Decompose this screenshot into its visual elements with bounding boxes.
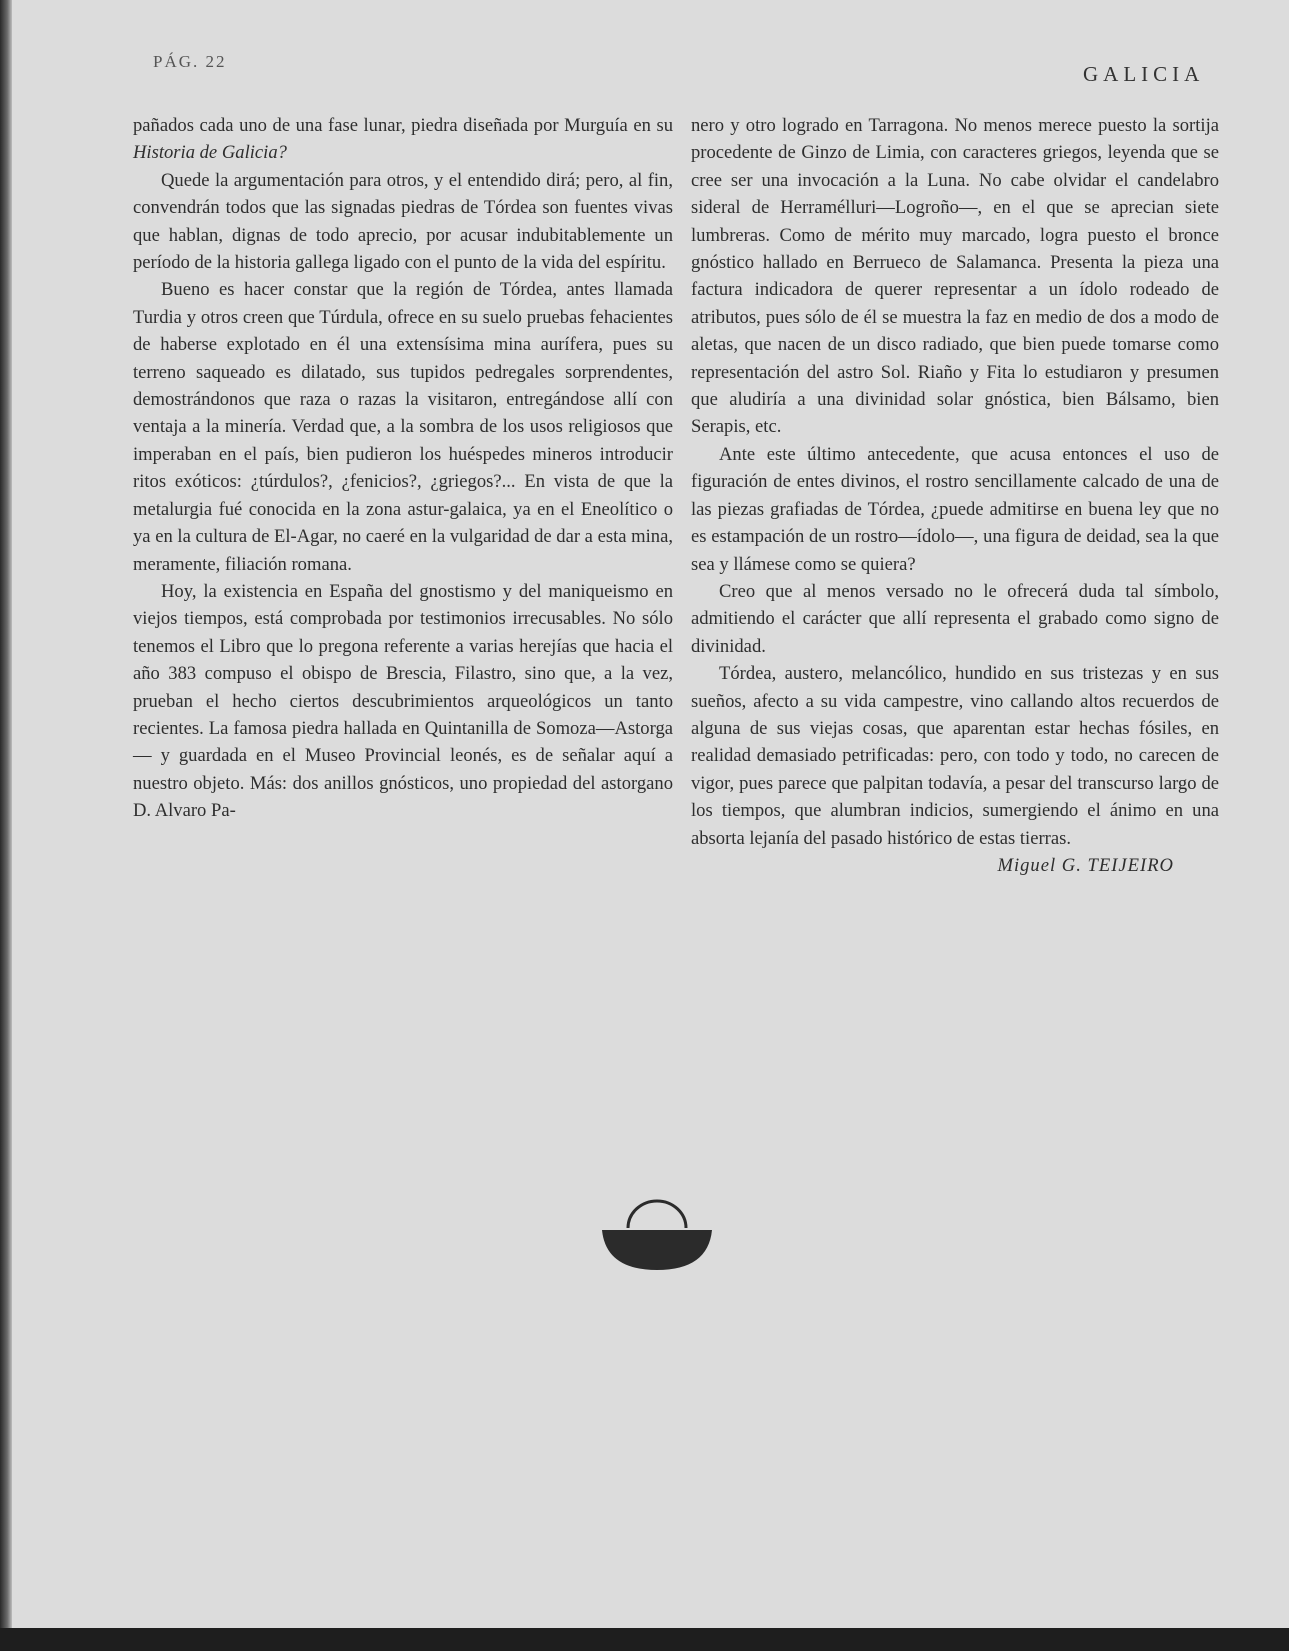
left-paragraph-1-text: pañados cada uno de una fase lunar, piedra diseñada por Murguía en su — [133, 115, 673, 136]
right-paragraph-2: Ante este último antecedente, que acusa entonces el uso de figuración de entes divinos, el rostro sencillamente calcado de una de las piezas grafiadas de Tórdea, ¿puede admitirse en buena ley que no es estampación de un rostro—ídolo—, una figura de deidad, sea la que sea y llámese como se quiera? — [691, 443, 1219, 575]
right-paragraph-1: nero y otro logrado en Tarragona. No menos merece puesto la sortija procedente de Ginzo de Limia, con caracteres griegos, leyenda que se cree ser una invocación a la Luna. No cabe olvidar el candelabro sideral de Herramélluri—Logroño—, en el que se aprecian siete lumbreras. Como de mérito muy marcado, logra puesto el bronce gnóstico hallado en Berrueco de Salamanca. Presenta la pieza una factura indicadora de querer representar a un ídolo rodeado de atributos, pues sólo de él se muestra la faz en medio de dos a modo de aletas, que nacen de un disco radiado, que bien puede tomarse como representación del astro Sol. Riaño y Fita lo estudiaron y presumen que aludiría a una divinidad solar gnóstica, bien Bálsamo, bien Serapis, etc. — [691, 115, 1219, 438]
publication-title: GALICIA — [1083, 62, 1205, 86]
basket-icon — [600, 1198, 714, 1272]
author-signature: Miguel G. TEIJEIRO — [997, 854, 1174, 876]
basket-handle — [628, 1201, 686, 1228]
basket-bowl — [602, 1230, 712, 1270]
right-paragraph-3: Creo que al menos versado no le ofrecerá duda tal símbolo, admitiendo el carácter que allí representa el grabado como signo de divinidad. — [691, 580, 1219, 657]
scan-bottom-edge — [0, 1628, 1289, 1651]
left-paragraph-3: Bueno es hacer constar que la región de Tórdea, antes llamada Turdia y otros creen que Túrdula, ofrece en su suelo pruebas fehacientes de haberse explotado en él una extensísima mina aurífera, pues su terreno saqueado es dilatado, sus tupidos pedregales sorprendentes, demostrándonos que raza o razas la visitaron, entregándose allí con ventaja a la minería. Verdad que, a la sombra de los usos religiosos que imperaban en el país, bien pudieron los huéspedes mineros introducir ritos exóticos: ¿túrdulos?, ¿fenicios?, ¿griegos?... En vista de que la metalurgia fué conocida en la zona astur-galaica, ya en el Eneolítico o ya en la cultura de El-Agar, no caeré en la vulgaridad de dar a esta mina, meramente, filiación romana. — [133, 279, 673, 575]
right-column — [691, 112, 1219, 879]
book-title: Historia de Galicia? — [133, 142, 287, 164]
left-paragraph-4: Hoy, la existencia en España del gnostismo y del maniqueismo en viejos tiempos, está comprobada por testimonios irrecusables. No sólo tenemos el Libro que lo pregona referente a varias herejías que hacia el año 383 compuso el obispo de Brescia, Filastro, sino que, a la vez, prueban el hecho ciertos descubrimientos arqueológicos un tanto recientes. La famosa piedra hallada en Quintanilla de Somoza—Astorga— y guardada en el Museo Provincial leonés, es de señalar aquí a nuestro objeto. Más: dos anillos gnósticos, uno propiedad del astorgano D. Alvaro Pa- — [133, 580, 673, 822]
right-paragraph-4: Tórdea, austero, melancólico, hundido en sus tristezas y en sus sueños, afecto a su vida campestre, vino callando altos recuerdos de alguna de sus viejas cosas, que aparentan estar hechas fósiles, en realidad demasiado petrificadas: pero, con todo y todo, no carecen de vigor, pues parece que palpitan todavía, a pesar del transcurso largo de los tiempos, que alumbran indicios, sumergiendo el ánimo en una absorta lejanía del pasado histórico de estas tierras. — [691, 663, 1219, 849]
left-paragraph-2: Quede la argumentación para otros, y el entendido dirá; pero, al fin, convendrán todos que las signadas piedras de Tórdea son fuentes vivas que hablan, dignas de todo aprecio, por acusar indubitablemente un período de la historia gallega ligado con el punto de la vida del espíritu. — [133, 169, 673, 274]
page-number: PÁG. 22 — [153, 52, 227, 71]
left-column — [133, 112, 673, 825]
left-paragraph-1 — [133, 112, 673, 167]
scan-edge-shadow — [0, 0, 12, 1651]
